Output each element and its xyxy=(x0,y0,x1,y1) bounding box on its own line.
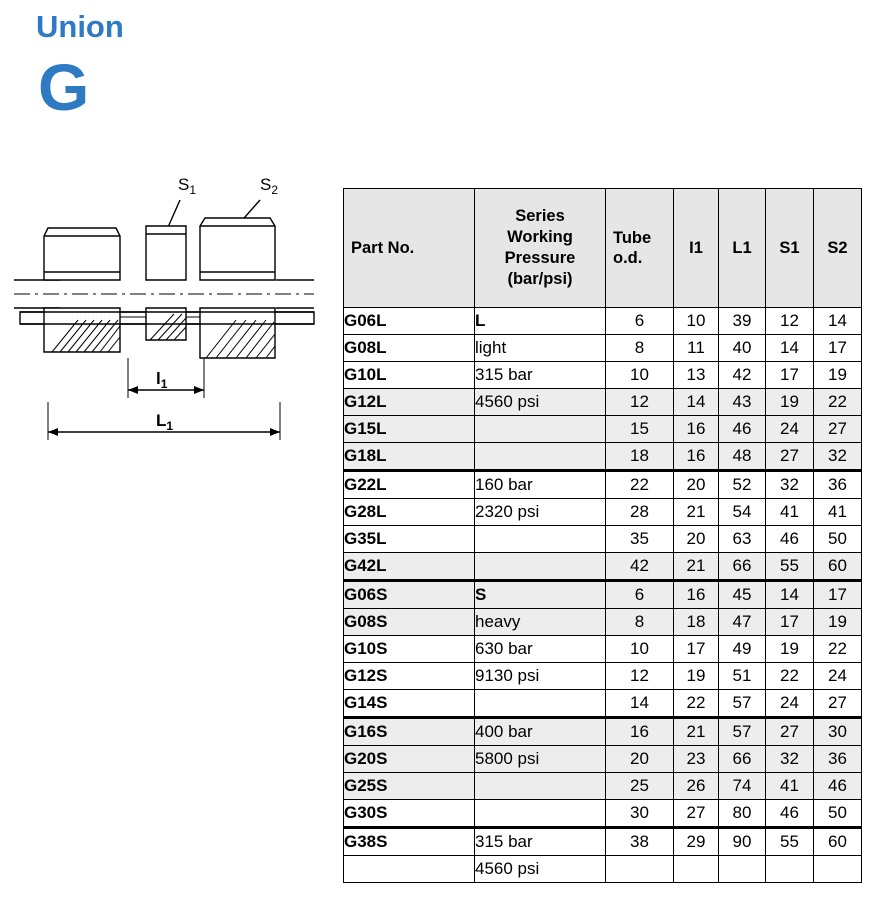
cell-tube-od: 6 xyxy=(606,308,674,335)
cell-series: S xyxy=(475,581,606,609)
cell-part-no: G38S xyxy=(344,828,475,856)
cell-series xyxy=(475,553,606,581)
cell-s1: 24 xyxy=(766,690,814,718)
cell-tube-od: 42 xyxy=(606,553,674,581)
cell-s2: 50 xyxy=(814,526,862,553)
cell-s1: 22 xyxy=(766,663,814,690)
label-l1: $L_1$ xyxy=(156,411,174,433)
cell-part-no: G18L xyxy=(344,443,475,471)
cell-l1: 63 xyxy=(719,526,766,553)
cell-s2: 36 xyxy=(814,471,862,499)
cell-i1: 21 xyxy=(674,553,719,581)
cell-tube-od: 15 xyxy=(606,416,674,443)
cell-l1: 49 xyxy=(719,636,766,663)
cell-tube-od: 12 xyxy=(606,389,674,416)
table-row xyxy=(344,828,862,856)
cell-part-no: G10S xyxy=(344,636,475,663)
table-row xyxy=(344,663,862,690)
cell-l1: 46 xyxy=(719,416,766,443)
table-row xyxy=(344,553,862,581)
cell-l1: 52 xyxy=(719,471,766,499)
cell-tube-od: 38 xyxy=(606,828,674,856)
cell-tube-od: 30 xyxy=(606,800,674,828)
cell-i1: 18 xyxy=(674,609,719,636)
cell-s2: 17 xyxy=(814,581,862,609)
cell-l1: 39 xyxy=(719,308,766,335)
cell-s1: 55 xyxy=(766,553,814,581)
cell-part-no: G10L xyxy=(344,362,475,389)
cell-tube-od: 14 xyxy=(606,690,674,718)
cell-s1: 17 xyxy=(766,609,814,636)
table-row xyxy=(344,746,862,773)
cell-part-no: G08S xyxy=(344,609,475,636)
cell-i1: 16 xyxy=(674,416,719,443)
cell-series: 400 bar xyxy=(475,718,606,746)
cell-series: 315 bar xyxy=(475,362,606,389)
cell-s1: 27 xyxy=(766,443,814,471)
cell-l1 xyxy=(719,856,766,883)
header-s1: S1 xyxy=(766,189,814,308)
cell-s2: 60 xyxy=(814,553,862,581)
cell-s2: 14 xyxy=(814,308,862,335)
cell-i1: 20 xyxy=(674,526,719,553)
cell-s2: 50 xyxy=(814,800,862,828)
cell-i1: 23 xyxy=(674,746,719,773)
cell-part-no: G28L xyxy=(344,499,475,526)
cell-l1: 90 xyxy=(719,828,766,856)
cell-series: 630 bar xyxy=(475,636,606,663)
cell-s2: 22 xyxy=(814,636,862,663)
cell-series xyxy=(475,416,606,443)
cell-i1: 17 xyxy=(674,636,719,663)
page-header xyxy=(36,8,124,122)
table-header-row xyxy=(344,189,862,308)
cell-series: 4560 psi xyxy=(475,389,606,416)
cell-l1: 66 xyxy=(719,553,766,581)
page-title: Union xyxy=(36,9,124,44)
cell-tube-od: 20 xyxy=(606,746,674,773)
cell-s1: 32 xyxy=(766,746,814,773)
cell-s1: 55 xyxy=(766,828,814,856)
cell-s2: 46 xyxy=(814,773,862,800)
cell-s1: 24 xyxy=(766,416,814,443)
cell-series: 2320 psi xyxy=(475,499,606,526)
cell-series xyxy=(475,526,606,553)
table-row xyxy=(344,389,862,416)
cell-tube-od: 28 xyxy=(606,499,674,526)
cell-l1: 74 xyxy=(719,773,766,800)
cell-i1: 13 xyxy=(674,362,719,389)
cell-tube-od: 35 xyxy=(606,526,674,553)
label-i1: $l_1$ xyxy=(156,369,168,391)
cell-s2: 27 xyxy=(814,416,862,443)
cell-i1: 26 xyxy=(674,773,719,800)
cell-part-no: G22L xyxy=(344,471,475,499)
header-series: Series Working Pressure (bar/psi) xyxy=(475,189,606,308)
cell-part-no: G14S xyxy=(344,690,475,718)
table-row xyxy=(344,856,862,883)
cell-i1: 21 xyxy=(674,718,719,746)
table-row xyxy=(344,526,862,553)
cell-s1 xyxy=(766,856,814,883)
cell-l1: 45 xyxy=(719,581,766,609)
cell-s1: 46 xyxy=(766,526,814,553)
spec-table-container xyxy=(343,188,862,883)
table-row xyxy=(344,362,862,389)
cell-tube-od: 10 xyxy=(606,362,674,389)
cell-part-no: G12L xyxy=(344,389,475,416)
cell-s1: 17 xyxy=(766,362,814,389)
cell-s2: 22 xyxy=(814,389,862,416)
table-row xyxy=(344,416,862,443)
cell-series: 5800 psi xyxy=(475,746,606,773)
cell-l1: 54 xyxy=(719,499,766,526)
cell-series: L xyxy=(475,308,606,335)
cell-s1: 41 xyxy=(766,499,814,526)
cell-part-no: G06L xyxy=(344,308,475,335)
cell-part-no: G16S xyxy=(344,718,475,746)
table-row xyxy=(344,636,862,663)
cell-i1: 29 xyxy=(674,828,719,856)
cell-tube-od: 10 xyxy=(606,636,674,663)
cell-i1: 22 xyxy=(674,690,719,718)
cell-s1: 41 xyxy=(766,773,814,800)
table-row xyxy=(344,335,862,362)
cell-s2: 24 xyxy=(814,663,862,690)
table-row xyxy=(344,773,862,800)
cell-tube-od: 6 xyxy=(606,581,674,609)
cell-part-no: G35L xyxy=(344,526,475,553)
cell-l1: 66 xyxy=(719,746,766,773)
cell-l1: 57 xyxy=(719,690,766,718)
cell-i1: 10 xyxy=(674,308,719,335)
cell-tube-od: 8 xyxy=(606,609,674,636)
table-row xyxy=(344,308,862,335)
cell-l1: 80 xyxy=(719,800,766,828)
cell-s1: 32 xyxy=(766,471,814,499)
series-letter: G xyxy=(38,50,90,124)
label-s1: $S_1$ xyxy=(178,175,197,197)
cell-s2: 36 xyxy=(814,746,862,773)
cell-s2: 17 xyxy=(814,335,862,362)
cell-i1: 11 xyxy=(674,335,719,362)
cell-s1: 14 xyxy=(766,335,814,362)
cell-tube-od xyxy=(606,856,674,883)
header-part-no: Part No. xyxy=(344,189,475,308)
cell-tube-od: 18 xyxy=(606,443,674,471)
cell-tube-od: 8 xyxy=(606,335,674,362)
table-row xyxy=(344,609,862,636)
cell-s1: 46 xyxy=(766,800,814,828)
cell-series xyxy=(475,773,606,800)
label-s2: $S_2$ xyxy=(260,175,279,197)
cell-i1: 14 xyxy=(674,389,719,416)
header-tube-od: Tube o.d. xyxy=(606,189,674,308)
cell-i1 xyxy=(674,856,719,883)
cell-s2: 19 xyxy=(814,609,862,636)
cell-part-no: G12S xyxy=(344,663,475,690)
cell-tube-od: 12 xyxy=(606,663,674,690)
cell-l1: 42 xyxy=(719,362,766,389)
table-row xyxy=(344,443,862,471)
cell-l1: 40 xyxy=(719,335,766,362)
right-nut-section xyxy=(200,308,275,358)
table-row xyxy=(344,581,862,609)
header-i1: I1 xyxy=(674,189,719,308)
cell-series: 4560 psi xyxy=(475,856,606,883)
cell-part-no: G42L xyxy=(344,553,475,581)
cell-i1: 16 xyxy=(674,581,719,609)
cell-s2: 41 xyxy=(814,499,862,526)
cell-series: 315 bar xyxy=(475,828,606,856)
cell-series xyxy=(475,690,606,718)
cell-s2: 32 xyxy=(814,443,862,471)
cell-s2: 60 xyxy=(814,828,862,856)
cell-s1: 14 xyxy=(766,581,814,609)
cell-s2: 30 xyxy=(814,718,862,746)
cell-i1: 21 xyxy=(674,499,719,526)
cell-l1: 57 xyxy=(719,718,766,746)
cell-s1: 19 xyxy=(766,636,814,663)
table-row xyxy=(344,800,862,828)
header-l1: L1 xyxy=(719,189,766,308)
union-fitting-drawing xyxy=(8,162,328,472)
cell-series: heavy xyxy=(475,609,606,636)
cell-part-no: G20S xyxy=(344,746,475,773)
cell-i1: 20 xyxy=(674,471,719,499)
cell-s2 xyxy=(814,856,862,883)
cell-series: 160 bar xyxy=(475,471,606,499)
cell-l1: 48 xyxy=(719,443,766,471)
header-s2: S2 xyxy=(814,189,862,308)
cell-series xyxy=(475,443,606,471)
cell-l1: 47 xyxy=(719,609,766,636)
cell-s1: 19 xyxy=(766,389,814,416)
spec-table xyxy=(343,188,862,883)
table-row xyxy=(344,690,862,718)
cell-part-no: G30S xyxy=(344,800,475,828)
cell-tube-od: 16 xyxy=(606,718,674,746)
table-row xyxy=(344,499,862,526)
cell-l1: 43 xyxy=(719,389,766,416)
cell-part-no: G25S xyxy=(344,773,475,800)
cell-l1: 51 xyxy=(719,663,766,690)
cell-part-no: G08L xyxy=(344,335,475,362)
cell-series: 9130 psi xyxy=(475,663,606,690)
cell-s2: 19 xyxy=(814,362,862,389)
cell-tube-od: 22 xyxy=(606,471,674,499)
cell-series: light xyxy=(475,335,606,362)
cell-part-no: G15L xyxy=(344,416,475,443)
cell-part-no xyxy=(344,856,475,883)
cell-i1: 27 xyxy=(674,800,719,828)
cell-i1: 19 xyxy=(674,663,719,690)
cell-tube-od: 25 xyxy=(606,773,674,800)
right-nut xyxy=(200,218,275,280)
cell-series xyxy=(475,800,606,828)
cell-s2: 27 xyxy=(814,690,862,718)
cell-s1: 12 xyxy=(766,308,814,335)
union-fitting-svg xyxy=(8,162,328,472)
cell-part-no: G06S xyxy=(344,581,475,609)
table-row xyxy=(344,471,862,499)
table-row xyxy=(344,718,862,746)
cell-i1: 16 xyxy=(674,443,719,471)
cell-s1: 27 xyxy=(766,718,814,746)
